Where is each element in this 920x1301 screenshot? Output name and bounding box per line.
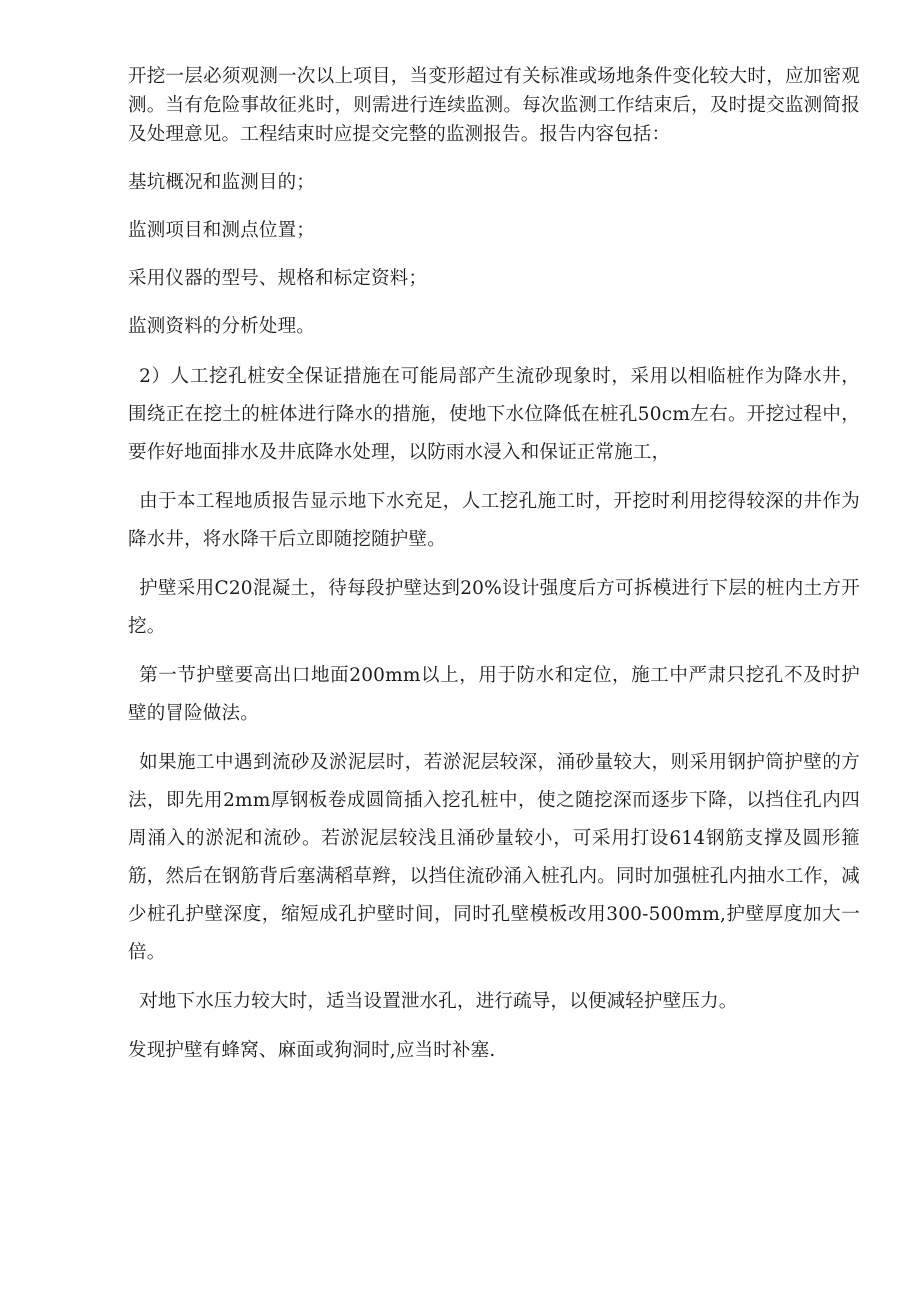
list-item-pit-overview: 基坑概况和监测目的； (128, 172, 316, 193)
paragraph-monitoring-report: 开挖一层必须观测一次以上项目，当变形超过有关标准或场地条件变化较大时，应加密观测。当有危险事故征兆时，则需进行连续监测。每次监测工作结束后，及时提交监测简报及处理意见。工程结束时应提交完整的监测报告。报告内容包括： (128, 66, 860, 145)
document-page (128, 62, 860, 1070)
paragraph-water-pressure: 对地下水压力较大时，适当设置泄水孔，进行疏导，以便减轻护壁压力。 (139, 991, 738, 1012)
list-item-monitoring-items: 监测项目和测点位置； (128, 220, 316, 241)
paragraph-first-section: 第一节护壁要高出口地面200mm以上，用于防水和定位，施工中严肃只挖孔不及时护壁的冒险做法。 (128, 665, 860, 724)
paragraph-groundwater: 由于本工程地质报告显示地下水充足，人工挖孔施工时，开挖时利用挖得较深的井作为降水井，将水降干后立即随挖随护壁。 (128, 491, 860, 550)
paragraph-quicksand: 如果施工中遇到流砂及淤泥层时，若淤泥层较深，涌砂量较大，则采用钢护筒护壁的方法，即先用2mm厚钢板卷成圆筒插入挖孔桩中，使之随挖深而逐步下降，以挡住孔内四周涌入的淤泥和流砂。若淤泥层较浅且涌砂量较小，可采用打设614钢筋支撑及圆形箍筋，然后在钢筋背后塞满稻草辫，以挡住流砂涌入桩孔内。同时加强桩孔内抽水工作，减少桩孔护壁深度，缩短成孔护壁时间，同时孔壁模板改用300-500mm,护壁厚度加大一倍。 (128, 752, 860, 963)
paragraph-c20-concrete: 护壁采用C20混凝土，待每段护壁达到20%设计强度后方可拆模进行下层的桩内土方开挖。 (128, 578, 860, 637)
paragraph-honeycomb: 发现护壁有蜂窝、麻面或狗洞时,应当时补塞. (128, 1040, 496, 1061)
list-item-data-analysis: 监测资料的分析处理。 (128, 316, 316, 337)
paragraph-pile-safety: 2）人工挖孔桩安全保证措施在可能局部产生流砂现象时，采用以相临桩作为降水井，围绕正在挖土的桩体进行降水的措施，使地下水位降低在桩孔50cm左右。开挖过程中，要作好地面排水及井底降水处理，以防雨水浸入和保证正常施工， (128, 366, 860, 463)
list-item-instruments: 采用仪器的型号、规格和标定资料； (128, 268, 428, 289)
